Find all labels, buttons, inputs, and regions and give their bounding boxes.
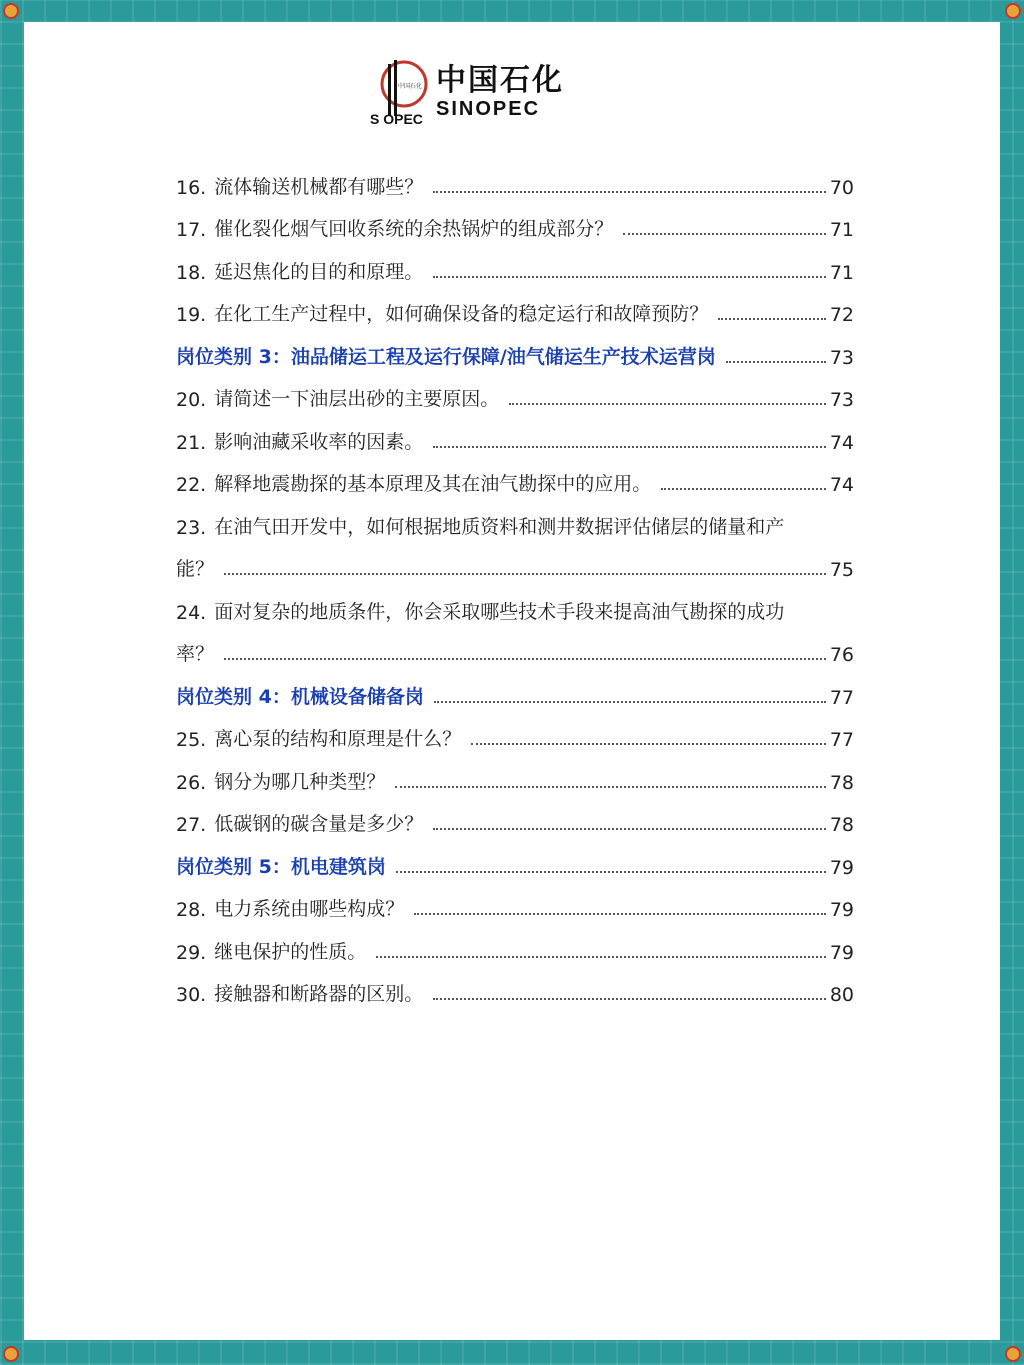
toc-entry-number: 29. bbox=[176, 941, 207, 964]
toc-entry-title: 解释地震勘探的基本原理及其在油气勘探中的应用。 bbox=[214, 473, 652, 495]
toc-entry[interactable] bbox=[176, 964, 854, 1007]
toc-entry-title: 岗位类别 4：机械设备储备岗 bbox=[176, 685, 424, 708]
toc-page-number: 73 bbox=[829, 389, 854, 411]
toc-page-number: 71 bbox=[829, 219, 854, 241]
toc-entry-number: 27. bbox=[176, 814, 207, 836]
toc-page-number: 72 bbox=[829, 304, 854, 326]
toc-entry-title: 继电保护的性质。 bbox=[214, 940, 367, 963]
toc-entry[interactable] bbox=[176, 624, 854, 667]
toc-entry-title: 接触器和断路器的区别。 bbox=[214, 983, 424, 1005]
toc-section-heading[interactable] bbox=[176, 326, 854, 369]
toc-entry-title: 岗位类别 3：油品储运工程及运行保障/油气储运生产技术运营岗 bbox=[176, 345, 716, 368]
toc-entry-title: 在油气田开发中，如何根据地质资料和测井数据评估储层的储量和产 bbox=[214, 515, 785, 538]
toc-dot-leader bbox=[433, 828, 826, 830]
toc-page-number: 78 bbox=[829, 771, 854, 794]
toc-page-number: 75 bbox=[829, 559, 854, 581]
toc-dot-leader bbox=[396, 871, 826, 873]
toc-entry[interactable] bbox=[176, 411, 854, 454]
toc-entry[interactable] bbox=[176, 284, 854, 327]
toc-entry-number: 19. bbox=[176, 304, 207, 326]
toc-dot-leader bbox=[376, 956, 826, 958]
toc-dot-leader bbox=[395, 786, 826, 788]
toc-dot-leader bbox=[726, 361, 826, 363]
toc-entry-number: 30. bbox=[176, 984, 207, 1006]
toc-entry[interactable] bbox=[176, 709, 854, 752]
toc-page-number: 79 bbox=[829, 899, 854, 921]
toc-page-number: 71 bbox=[829, 261, 854, 284]
toc-section-heading[interactable] bbox=[176, 836, 854, 879]
toc-page-number: 77 bbox=[829, 729, 854, 751]
toc-entry-number: 24. bbox=[176, 601, 207, 624]
toc-dot-leader bbox=[718, 318, 826, 320]
table-of-contents bbox=[176, 156, 854, 1006]
toc-entry-title: 在化工生产过程中，如何确保设备的稳定运行和故障预防？ bbox=[214, 303, 709, 325]
toc-entry-title: 岗位类别 5：机电建筑岗 bbox=[176, 855, 386, 878]
toc-entry-title: 请简述一下油层出砂的主要原因。 bbox=[214, 388, 500, 410]
toc-entry-title: 电力系统由哪些构成？ bbox=[214, 898, 405, 920]
toc-page-number: 80 bbox=[829, 984, 854, 1006]
toc-page-number: 70 bbox=[829, 176, 854, 199]
toc-entry-number: 28. bbox=[176, 899, 207, 921]
toc-entry[interactable] bbox=[176, 369, 854, 412]
toc-entry-title: 影响油藏采收率的因素。 bbox=[214, 430, 424, 453]
toc-entry-title: 流体输送机械都有哪些？ bbox=[214, 175, 424, 198]
toc-entry-number: 21. bbox=[176, 431, 207, 454]
toc-dot-leader bbox=[623, 233, 826, 235]
corner-ornament-icon bbox=[1005, 1346, 1021, 1362]
toc-entry[interactable] bbox=[176, 581, 854, 624]
corner-ornament-icon bbox=[3, 1346, 19, 1362]
toc-entry-number: 26. bbox=[176, 771, 207, 794]
toc-entry-title: 钢分为哪几种类型？ bbox=[214, 770, 386, 793]
toc-dot-leader bbox=[661, 488, 826, 490]
toc-entry-title: 能？ bbox=[176, 558, 215, 580]
toc-dot-leader bbox=[414, 913, 826, 915]
toc-dot-leader bbox=[471, 743, 826, 745]
toc-dot-leader bbox=[509, 403, 826, 405]
emblem-seal-text: 中国石化 bbox=[398, 83, 423, 90]
toc-entry-title: 催化裂化烟气回收系统的余热锅炉的组成部分？ bbox=[214, 218, 614, 240]
toc-entry-number: 25. bbox=[176, 729, 207, 751]
toc-entry-number: 22. bbox=[176, 474, 207, 496]
toc-page-number: 74 bbox=[829, 431, 854, 454]
toc-page-number: 79 bbox=[829, 941, 854, 964]
toc-page-number: 77 bbox=[829, 686, 854, 709]
toc-entry-number: 20. bbox=[176, 389, 207, 411]
toc-entry[interactable] bbox=[176, 454, 854, 497]
toc-entry-title: 延迟焦化的目的和原理。 bbox=[214, 260, 424, 283]
toc-entry[interactable] bbox=[176, 199, 854, 242]
toc-page-number: 74 bbox=[829, 474, 854, 496]
toc-entry[interactable] bbox=[176, 794, 854, 837]
toc-dot-leader bbox=[433, 276, 826, 278]
toc-entry-title: 低碳钢的碳含量是多少？ bbox=[214, 813, 424, 835]
sinopec-emblem-icon bbox=[368, 54, 432, 130]
toc-dot-leader bbox=[433, 998, 826, 1000]
toc-entry-number: 16. bbox=[176, 176, 207, 199]
toc-dot-leader bbox=[224, 573, 826, 575]
toc-entry-title: 离心泵的结构和原理是什么？ bbox=[214, 728, 462, 750]
logo-english-name: SINOPEC bbox=[436, 98, 541, 120]
toc-dot-leader bbox=[224, 658, 826, 660]
toc-page-number: 73 bbox=[829, 346, 854, 369]
toc-entry[interactable] bbox=[176, 751, 854, 794]
toc-entry[interactable] bbox=[176, 156, 854, 199]
sinopec-logo bbox=[368, 54, 598, 130]
toc-dot-leader bbox=[433, 446, 826, 448]
toc-entry-title: 率？ bbox=[176, 643, 215, 665]
toc-page-number: 76 bbox=[829, 644, 854, 666]
toc-section-heading[interactable] bbox=[176, 666, 854, 709]
corner-ornament-icon bbox=[3, 3, 19, 19]
toc-page-number: 79 bbox=[829, 856, 854, 879]
logo-chinese-name: 中国石化 bbox=[436, 63, 564, 98]
toc-entry[interactable] bbox=[176, 879, 854, 922]
toc-dot-leader bbox=[433, 191, 826, 193]
toc-dot-leader bbox=[434, 701, 826, 703]
toc-page-number: 78 bbox=[829, 814, 854, 836]
toc-entry-number: 18. bbox=[176, 261, 207, 284]
toc-entry[interactable] bbox=[176, 921, 854, 964]
toc-entry[interactable] bbox=[176, 496, 854, 539]
toc-entry[interactable] bbox=[176, 241, 854, 284]
corner-ornament-icon bbox=[1005, 3, 1021, 19]
toc-entry-title: 面对复杂的地质条件，你会采取哪些技术手段来提高油气勘探的成功 bbox=[214, 600, 785, 623]
toc-entry-number: 17. bbox=[176, 219, 207, 241]
toc-entry[interactable] bbox=[176, 539, 854, 582]
emblem-letters: S OPEC bbox=[370, 111, 423, 127]
toc-entry-number: 23. bbox=[176, 516, 207, 539]
